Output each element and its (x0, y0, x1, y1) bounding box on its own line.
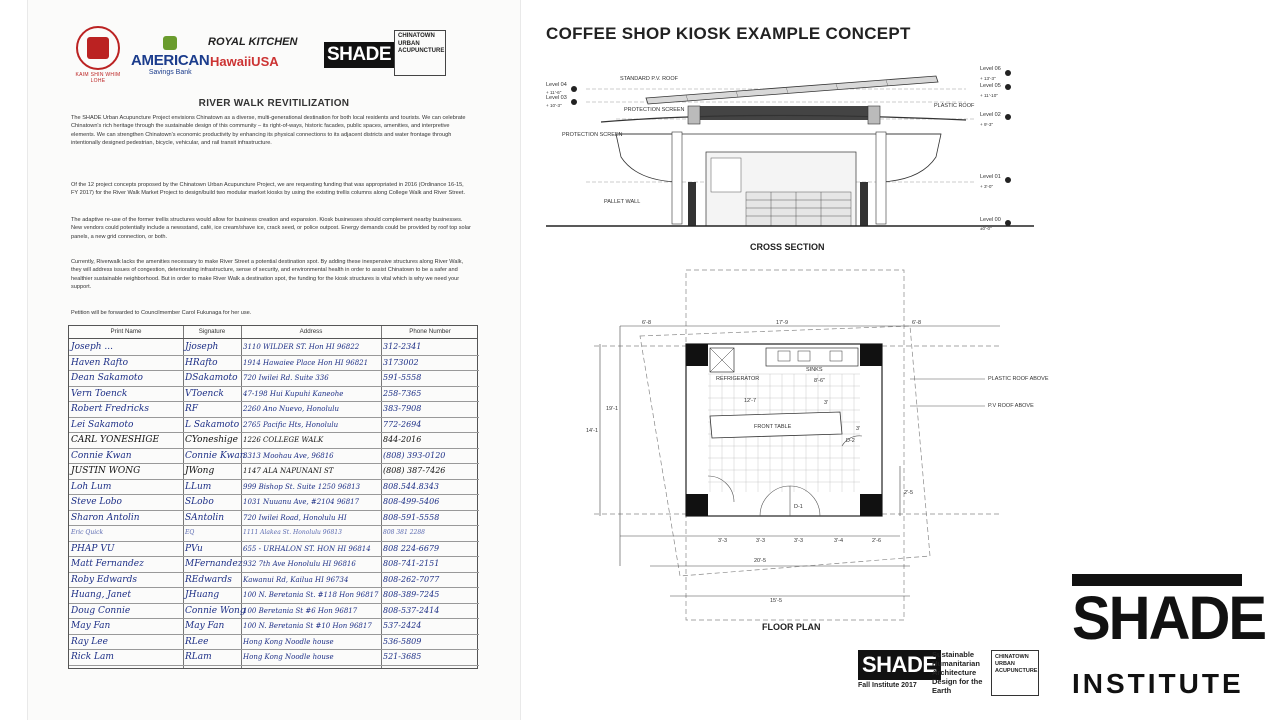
table-row (69, 387, 479, 401)
signer-name: Matt Fernandez (71, 559, 144, 569)
level-03-name: Level 03 (546, 95, 567, 101)
institute-subtitle: INSTITUTE (1072, 668, 1244, 699)
level-05-name: Level 05 (980, 83, 1001, 89)
header-phone: Phone Number (409, 328, 451, 335)
dim-sink-width: 8'-6" (814, 378, 825, 384)
hawaiiusa-logo: HawaiiUSA (210, 54, 279, 69)
reuse-paragraph: The adaptive re-use of the former trellis structures would allow for business creation and expansion. Kiosk businesses should complement nearby businesses. New vendors could potentially include a newsstand, café, ice cream/shave ice, crack seed, or police outpost. Energy demands could be provided by roof top solar panels, a new grid connection, or both. (71, 217, 471, 240)
petition-title: RIVER WALK REVITILIZATION (198, 98, 350, 109)
signer-address: 2260 Ano Nuevo, Honolulu (243, 405, 339, 413)
signer-signature: Connie Kwan (185, 450, 246, 461)
dim-top-left: 6'-8 (642, 320, 651, 326)
signer-name: Robert Fredricks (71, 404, 149, 414)
table-row (69, 604, 479, 618)
signer-name: Sharon Antolin (71, 512, 140, 523)
level-00-elev: ±0'-0" (980, 226, 992, 231)
signer-name: Huang, Janet (71, 590, 132, 600)
signer-address: 1226 COLLEGE WALK (243, 436, 324, 444)
signer-address: 3313 Moohau Ave, 96816 (243, 451, 334, 460)
label-front-table: FRONT TABLE (754, 424, 792, 430)
label-pallet-wall: PALLET WALL (604, 199, 641, 205)
signer-address: Hong Kong Noodle house (243, 653, 334, 661)
signer-signature: MFernandez (185, 559, 243, 569)
level-03-elev: + 10'-3" (546, 103, 562, 108)
signer-phone: 383-7908 (383, 404, 422, 413)
signer-address: 655 - URHALON ST. HON HI 96814 (243, 544, 371, 553)
american-savings-logo (131, 36, 209, 76)
table-row (69, 402, 479, 416)
header-divider (69, 338, 477, 339)
signer-name: Vern Toenck (71, 388, 128, 399)
shade-logo: SHADE (324, 42, 394, 68)
dim-right-vertical: 2'-5 (904, 490, 913, 496)
signer-signature: RLam (185, 652, 212, 662)
signature-table (68, 325, 478, 669)
shade-fall-institute-logo (858, 650, 1038, 700)
dim-top-mid: 17'-9 (776, 320, 789, 326)
signer-signature: May Fan (185, 621, 225, 631)
label-protection-screen: PROTECTION SCREEN (562, 132, 623, 138)
signer-name: CARL YONESHIGE (71, 435, 160, 445)
table-row (69, 650, 479, 664)
signer-phone: 808 381 2288 (383, 529, 425, 536)
leaf-icon (163, 36, 177, 50)
cross-section-svg (546, 62, 1034, 242)
signer-signature: JHuang (185, 590, 220, 600)
signer-address: 999 Bishop St. Suite 1250 96813 (243, 482, 361, 491)
signer-phone: 591-5558 (383, 373, 422, 382)
signer-phone: 844-2016 (383, 435, 422, 444)
dim-bottom-5: 2'-6 (872, 538, 881, 544)
table-row (69, 573, 479, 587)
floor-plan-caption: FLOOR PLAN (762, 622, 821, 632)
shade-institute-logo (1072, 574, 1266, 700)
signer-signature: LLum (185, 481, 212, 492)
signer-name: Haven Rafto (71, 357, 128, 368)
cross-section-drawing (546, 62, 1034, 242)
dim-bottom-1: 3'-3 (718, 538, 727, 544)
signer-name: Roby Edwards (71, 574, 137, 585)
table-row (69, 449, 479, 463)
signer-signature: DSakamoto (185, 373, 238, 383)
signer-name: Ray Lee (71, 636, 108, 647)
signer-phone: 3173002 (383, 357, 419, 367)
signer-address: 1111 Alakea St. Honolulu 96813 (243, 529, 342, 536)
table-row (69, 464, 479, 478)
signer-name: PHAP VU (71, 543, 115, 554)
signer-phone: (808) 387-7426 (383, 466, 446, 475)
fall-institute-caption: Fall Institute 2017 (858, 682, 917, 689)
level-04-name: Level 04 (546, 82, 567, 88)
riverwalk-paragraph: Currently, Riverwalk lacks the amenities necessary to make River Street a potential destination spot. By adding these inexpensive structures along River Walk, they will address issues of congestion, deteriorating infrastructure, sense of security, and environmental health in order to assist Chinatown to be a safer and healthier sustainable neighborhood. But in order to make River Walk a destination spot, the funding for the kiosk structures is vital which is why we need your support. (71, 259, 464, 291)
cross-section-caption: CROSS SECTION (750, 242, 825, 252)
dim-bottom-3: 3'-3 (794, 538, 803, 544)
chinatown-urban-acupuncture-logo: CHINATOWN URBAN ACUPUNCTURE (991, 650, 1039, 696)
table-row (69, 480, 479, 494)
signer-signature: Jjoseph (185, 342, 219, 352)
dim-bottom-2: 3'-3 (756, 538, 765, 544)
label-sinks: SINKS (806, 367, 823, 373)
signer-name: JUSTIN WONG (71, 466, 141, 476)
header-signature: Signature (198, 328, 226, 335)
signer-name: Lei Sakamoto (71, 419, 134, 430)
signer-name: Joseph ... (71, 342, 113, 352)
label-d2: D-2 (846, 438, 855, 444)
signer-phone: 808-262-7077 (383, 574, 440, 584)
dim-bottom-4: 3'-4 (834, 538, 843, 544)
petition-sheet (28, 0, 520, 720)
level-06-name: Level 06 (980, 66, 1001, 72)
label-standard-pv-roof: STANDARD P.V. ROOF (620, 76, 678, 82)
table-row (69, 433, 479, 447)
signer-signature: RLee (185, 636, 209, 647)
signer-phone: 258-7365 (383, 388, 422, 398)
signer-name: Eric Quick (71, 529, 104, 536)
shade-institute-wordmark: SHADE (1072, 584, 1266, 653)
label-plastic-roof-above: PLASTIC ROOF ABOVE (988, 376, 1049, 382)
signer-signature: EQ (185, 529, 195, 536)
signer-phone: 808-741-2151 (383, 559, 440, 568)
level-00-name: Level 00 (980, 217, 1001, 223)
forward-paragraph: Petition will be forwarded to Councilmember Carol Fukunaga for her use. (71, 310, 252, 316)
signer-address: 1031 Nuuanu Ave, #2104 96817 (243, 498, 360, 506)
level-06-elev: + 13'-3" (980, 76, 996, 81)
signer-phone: 537-2424 (383, 621, 422, 630)
floor-plan-drawing (580, 266, 1049, 628)
signer-signature: Connie Wong (185, 605, 246, 616)
table-row (69, 588, 479, 602)
signer-phone: 808-537-2414 (383, 605, 440, 615)
header-print-name: Print Name (110, 328, 142, 335)
signer-name: Connie Kwan (71, 450, 132, 461)
signer-signature: SAntolin (185, 512, 225, 523)
signer-phone: 772-2694 (383, 419, 422, 429)
table-row (69, 542, 479, 556)
signer-address: 1147 ALA NAPUNANI ST (243, 467, 334, 475)
signer-signature: RF (185, 404, 199, 414)
signer-name: Loh Lum (71, 481, 112, 492)
label-pv-roof-above: P.V ROOF ABOVE (988, 403, 1034, 409)
label-d1: D-1 (794, 504, 803, 510)
signer-phone: 521-3685 (383, 652, 422, 661)
american-line2: Savings Bank (148, 69, 192, 76)
signer-phone: 536-5809 (383, 636, 422, 646)
signer-address: 1914 Hawaiee Place Hon HI 96821 (243, 358, 369, 367)
signer-signature: VToenck (185, 388, 224, 399)
signer-signature: HRafto (185, 357, 218, 368)
seal-caption: KAIM SHIN WHIM LOHE (75, 72, 121, 84)
table-row (69, 619, 479, 633)
level-01-elev: + 3'-0" (980, 184, 994, 189)
signer-address: 100 N. Beretania St #10 Hon 96817 (243, 622, 372, 630)
signer-phone: 808-591-5558 (383, 512, 440, 522)
funding-paragraph: Of the 12 project concepts proposed by the Chinatown Urban Acupuncture Project, we are requesting funding that was appropriated in 2016 (Ordinance 16-15, FY 2017) for the River Walk Market Project to design/build two modular market kiosks by using the existing trellis columns along College Walk and River Street. (71, 182, 466, 197)
header-address: Address (299, 328, 323, 335)
dim-table-width: 12'-7 (744, 398, 757, 404)
signer-phone: 808 224-6679 (383, 543, 440, 553)
signer-address: 932 7th Ave Honolulu HI 96816 (243, 560, 356, 568)
signer-address: 720 Iwilei Rd. Suite 336 (243, 374, 329, 382)
signer-address: 2765 Pacific Hts, Honolulu (243, 420, 339, 429)
dim-d2-width: 3' (856, 426, 861, 432)
signer-address: Hong Kong Noodle house (243, 637, 334, 646)
table-row (69, 511, 479, 525)
sponsor-logos (28, 26, 520, 86)
signer-signature: REdwards (185, 574, 232, 585)
level-05-elev: + 11'-10" (980, 93, 998, 98)
signer-signature: L Sakamoto (185, 419, 240, 430)
signer-name: May Fan (71, 621, 111, 631)
table-row (69, 356, 479, 370)
intro-paragraph: The SHADE Urban Acupuncture Project envisions Chinatown as a diverse, multi-generational destination for both local residents and tourists. We can celebrate Chinatown's rich heritage through the sustainable design of this community – its right-of-ways, historic facades, public spaces, amenities, and interpretive elements. We can strengthen Chinatown's economic productivity by enhancing its physical connections to its adjacent districts and water frontage through intentionally designed pedestrian, bicycle, vehicular, and rail transit infrastructure. (71, 115, 466, 147)
dim-left-vert2: 19'-1 (606, 406, 619, 412)
table-row (69, 418, 479, 432)
signer-phone: 808-499-5406 (383, 497, 440, 506)
label-plastic-roof: PLASTIC ROOF (934, 103, 975, 109)
signer-address: 100 N. Beretania St. #118 Hon 96817 (243, 591, 379, 599)
shade-wordmark: SHADE (858, 650, 941, 680)
level-01-name: Level 01 (980, 174, 1001, 180)
signer-signature: JWong (185, 466, 215, 476)
row-divider (69, 665, 479, 666)
chinatown-urban-acupuncture-logo: CHINATOWN URBAN ACUPUNCTURE (394, 30, 446, 76)
table-row (69, 371, 479, 385)
shade-tagline: Sustainable Humanitarian Architecture Design for the Earth (932, 650, 983, 695)
signer-signature: SLobo (185, 497, 214, 507)
dim-table-depth: 3' (824, 400, 829, 406)
label-refrigerator: REFRIGERATOR (716, 376, 760, 382)
signer-phone: 312-2341 (383, 342, 422, 351)
table-row (69, 557, 479, 571)
kaimuki-seal-logo (76, 26, 120, 70)
dim-bottom-total: 20'-5 (754, 558, 767, 564)
dim-left-vert: 14'-1 (586, 428, 599, 434)
signer-signature: PVu (185, 543, 203, 554)
american-line1: AMERICAN (131, 52, 210, 69)
level-04-elev: + 11'-6" (546, 90, 562, 95)
royal-kitchen-logo: ROYAL KITCHEN (208, 36, 298, 48)
signer-name: Doug Connie (71, 605, 131, 616)
concept-title: COFFEE SHOP KIOSK EXAMPLE CONCEPT (546, 24, 911, 43)
signer-address: 720 Iwilei Road, Honolulu HI (243, 513, 347, 522)
label-protection-screen-top: PROTECTION SCREEN (624, 107, 685, 113)
table-row (69, 526, 479, 540)
table-row (69, 635, 479, 649)
signer-name: Steve Lobo (71, 497, 122, 507)
signer-phone: 808.544.8343 (383, 481, 439, 491)
table-row (69, 340, 479, 354)
table-row (69, 495, 479, 509)
signer-name: Dean Sakamoto (71, 373, 143, 383)
dim-bottom-outer: 15'-5 (770, 598, 783, 604)
signer-phone: 808-389-7245 (383, 590, 440, 599)
dim-top-right: 6'-8 (912, 320, 921, 326)
signer-address: Kawanui Rd, Kailua HI 96734 (243, 575, 349, 584)
signer-address: 100 Beretania St #6 Hon 96817 (243, 606, 358, 615)
level-02-name: Level 02 (980, 112, 1001, 118)
signer-phone: (808) 393-0120 (383, 450, 446, 460)
signer-signature: CYoneshige (185, 435, 238, 445)
signer-name: Rick Lam (71, 652, 114, 662)
level-02-elev: + 9'-3" (980, 122, 994, 127)
signer-address: 3110 WILDER ST. Hon HI 96822 (243, 343, 360, 351)
signer-address: 47-198 Hui Kupuhi Kaneohe (243, 389, 344, 398)
